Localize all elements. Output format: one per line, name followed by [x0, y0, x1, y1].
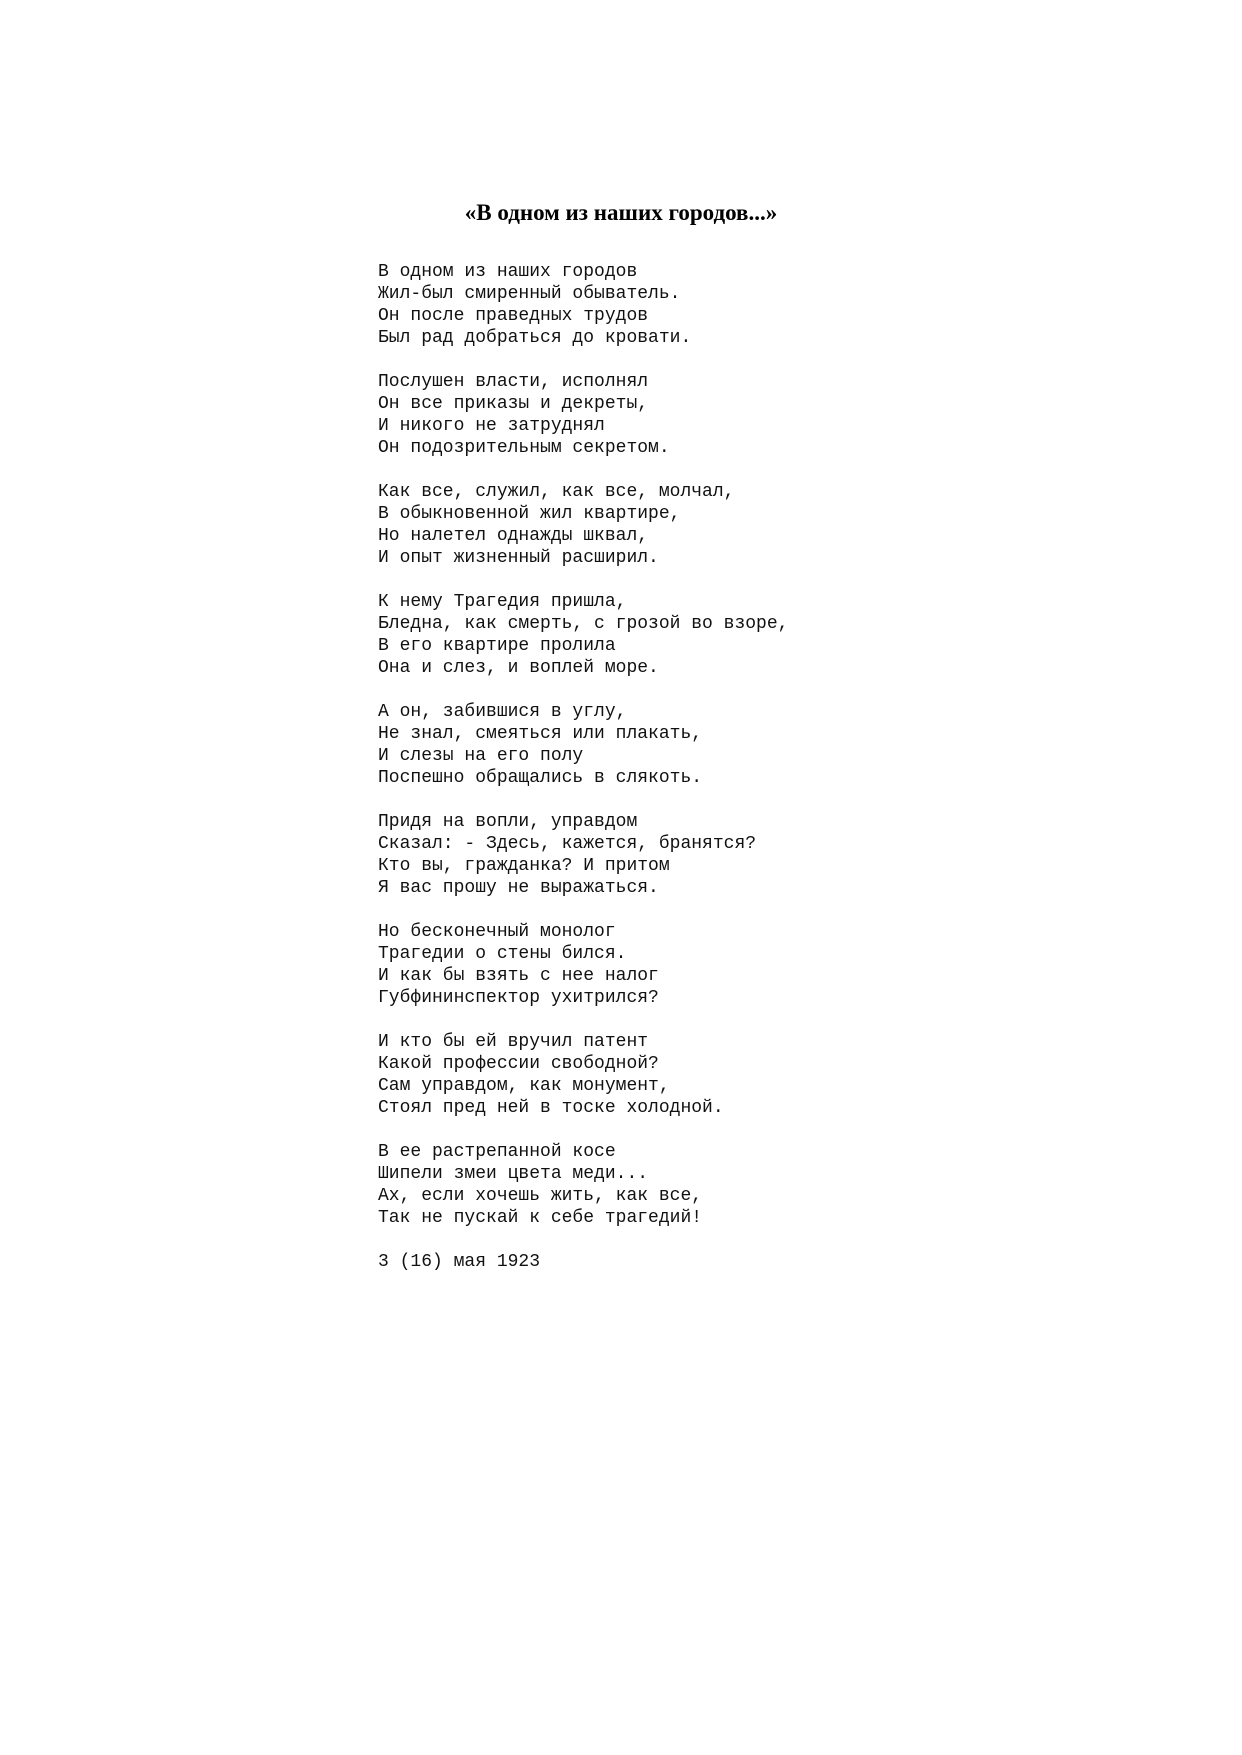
stanza-2 [378, 371, 788, 459]
poem-line: И опыт жизненный расширил. [378, 548, 659, 568]
poem-line: Он после праведных трудов [378, 306, 649, 326]
poem-line: Сказал: - Здесь, кажется, бранятся? [378, 834, 757, 854]
poem-line: Сам управдом, как монумент, [378, 1076, 670, 1096]
poem-line: Послушен власти, исполнял [378, 372, 649, 392]
poem-line: В одном из наших городов [378, 262, 638, 282]
poem-line: Так не пускай к себе трагедий! [378, 1208, 703, 1228]
poem-line: Она и слез, и воплей море. [378, 658, 659, 678]
poem-line: И никого не затруднял [378, 416, 605, 436]
poem-line: К нему Трагедия пришла, [378, 592, 627, 612]
poem-line: Стоял пред ней в тоске холодной. [378, 1098, 724, 1118]
stanza-1 [378, 261, 788, 349]
stanza-8 [378, 1031, 788, 1119]
poem-line: В ее растрепанной косе [378, 1142, 616, 1162]
poem-line: Кто вы, гражданка? И притом [378, 856, 670, 876]
poem-title: «В одном из наших городов...» [464, 200, 778, 225]
poem-line: В обыкновенной жил квартире, [378, 504, 681, 524]
poem-line: В его квартире пролила [378, 636, 616, 656]
poem-line: Не знал, смеяться или плакать, [378, 724, 703, 744]
poem-line: Губфининспектор ухитрился? [378, 988, 659, 1008]
poem-line: Он все приказы и декреты, [378, 394, 649, 414]
poem-line: Бледна, как смерть, с грозой во взоре, [378, 614, 789, 634]
stanza-9 [378, 1141, 788, 1229]
poem-line: Шипели змеи цвета меди... [378, 1164, 649, 1184]
poem-line: Придя на вопли, управдом [378, 812, 638, 832]
poem-line: Поспешно обращались в слякоть. [378, 768, 703, 788]
stanza-3 [378, 481, 788, 569]
poem-line: И как бы взять с нее налог [378, 966, 659, 986]
poem-line: Но бесконечный монолог [378, 922, 616, 942]
poem-line: А он, забившися в углу, [378, 702, 627, 722]
poem-line: Как все, служил, как все, молчал, [378, 482, 735, 502]
stanza-6 [378, 811, 788, 899]
poem-line: Ах, если хочешь жить, как все, [378, 1186, 703, 1206]
poem-line: Был рад добраться до кровати. [378, 328, 692, 348]
poem-line: Жил-был смиренный обыватель. [378, 284, 681, 304]
poem-date: 3 (16) мая 1923 [378, 1252, 541, 1272]
stanza-7 [378, 921, 788, 1009]
stanza-5 [378, 701, 788, 789]
poem-line: Но налетел однажды шквал, [378, 526, 649, 546]
poem-line: Я вас прошу не выражаться. [378, 878, 659, 898]
poem-line: И кто бы ей вручил патент [378, 1032, 649, 1052]
stanza-4 [378, 591, 788, 679]
poem-line: Какой профессии свободной? [378, 1054, 659, 1074]
poem-line: Трагедии о стены бился. [378, 944, 627, 964]
poem-line: И слезы на его полу [378, 746, 584, 766]
poem-line: Он подозрительным секретом. [378, 438, 670, 458]
poem-body [378, 261, 788, 1273]
